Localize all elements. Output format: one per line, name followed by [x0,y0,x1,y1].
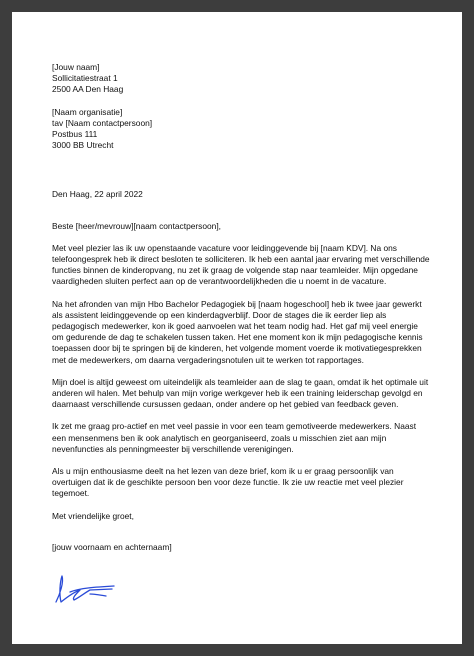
handwritten-signature [50,572,118,606]
letter-date: Den Haag, 22 april 2022 [52,189,143,200]
paragraph-5: Als u mijn enthousiasme deelt na het lezen van deze brief, kom ik u er graag persoonlijk van overtuigen dat ik de geschikte persoon ben voor deze functie. Ik zie uw reactie met veel plezier tegemoet. [52,466,404,499]
sender-name: [Jouw naam] [52,62,100,72]
recipient-attn: tav [Naam contactpersoon] [52,117,153,128]
recipient-city: 3000 BB Utrecht [52,140,114,151]
paragraph-1: Met veel plezier las ik uw openstaande vacature voor leidinggevende bij [naam KDV]. Na ons telefoongesprek heb ik direct besloten te solliciteren. Ik heb een aantal jaar ervaring met verschillende functies binnen de kinderopvang, nu zet ik graag de volgende stap naar teamleider. Mijn opgedane vaardigheden sluiten perfect aan op de verantwoordelijkheden die u noemt in de vacature. [52,242,430,287]
recipient-organisation: [Naam organisatie] [52,106,123,117]
recipient-address [52,107,430,152]
sender-address [52,62,430,96]
letter-body [52,62,430,553]
paragraph-3: Mijn doel is altijd geweest om uiteindelijk als teamleider aan de slag te gaan, omdat ik het optimale uit anderen wil halen. Met behulp van mijn vorige werkgever heb ik een training leiderschap gevolgd en daarnaast verschillende cursussen gedaan, onder andere op het gebied van feedback geven. [52,376,429,410]
sender-city: 2500 AA Den Haag [52,84,124,95]
paragraph-4: Ik zet me graag pro-actief en met veel passie in voor een team gemotiveerde medewerkers. Naast een mensenmens ben ik ook analytisch en georganiseerd, zoals u misschien ziet aan mijn nevenfuncties als penningmeester bij verschillende verenigingen. [52,421,417,454]
recipient-po-box: Postbus 111 [52,129,98,140]
salutation: Beste [heer/mevrouw][naam contactpersoon], [52,220,221,231]
letter-page [12,12,462,644]
sender-street: Sollicitatiestraat 1 [52,73,118,84]
paragraph-2: Na het afronden van mijn Hbo Bachelor Pedagogiek bij [naam hogeschool] heb ik twee jaar gewerkt als assistent leidinggevende op een kinderdagverblijf. Door de stages die ik eerder liep als pedagogisch medewerker, kon ik goed aanvoelen wat het team nodig had. Het gaf mij veel energie om gedurende de dag te schakelen tussen taken. Het ene moment kon ik mijn pedagogische kennis toepassen door bij te springen bij de kinderen, het volgende moment voerde ik motivatiegesprekken met de medewerkers, om daarna vergaderingsnotulen uit te werken tot rapportages. [52,298,423,365]
closing: Met vriendelijke groet, [52,510,134,521]
signature-stroke [56,576,114,602]
signature-name: [jouw voornaam en achternaam] [52,541,172,552]
